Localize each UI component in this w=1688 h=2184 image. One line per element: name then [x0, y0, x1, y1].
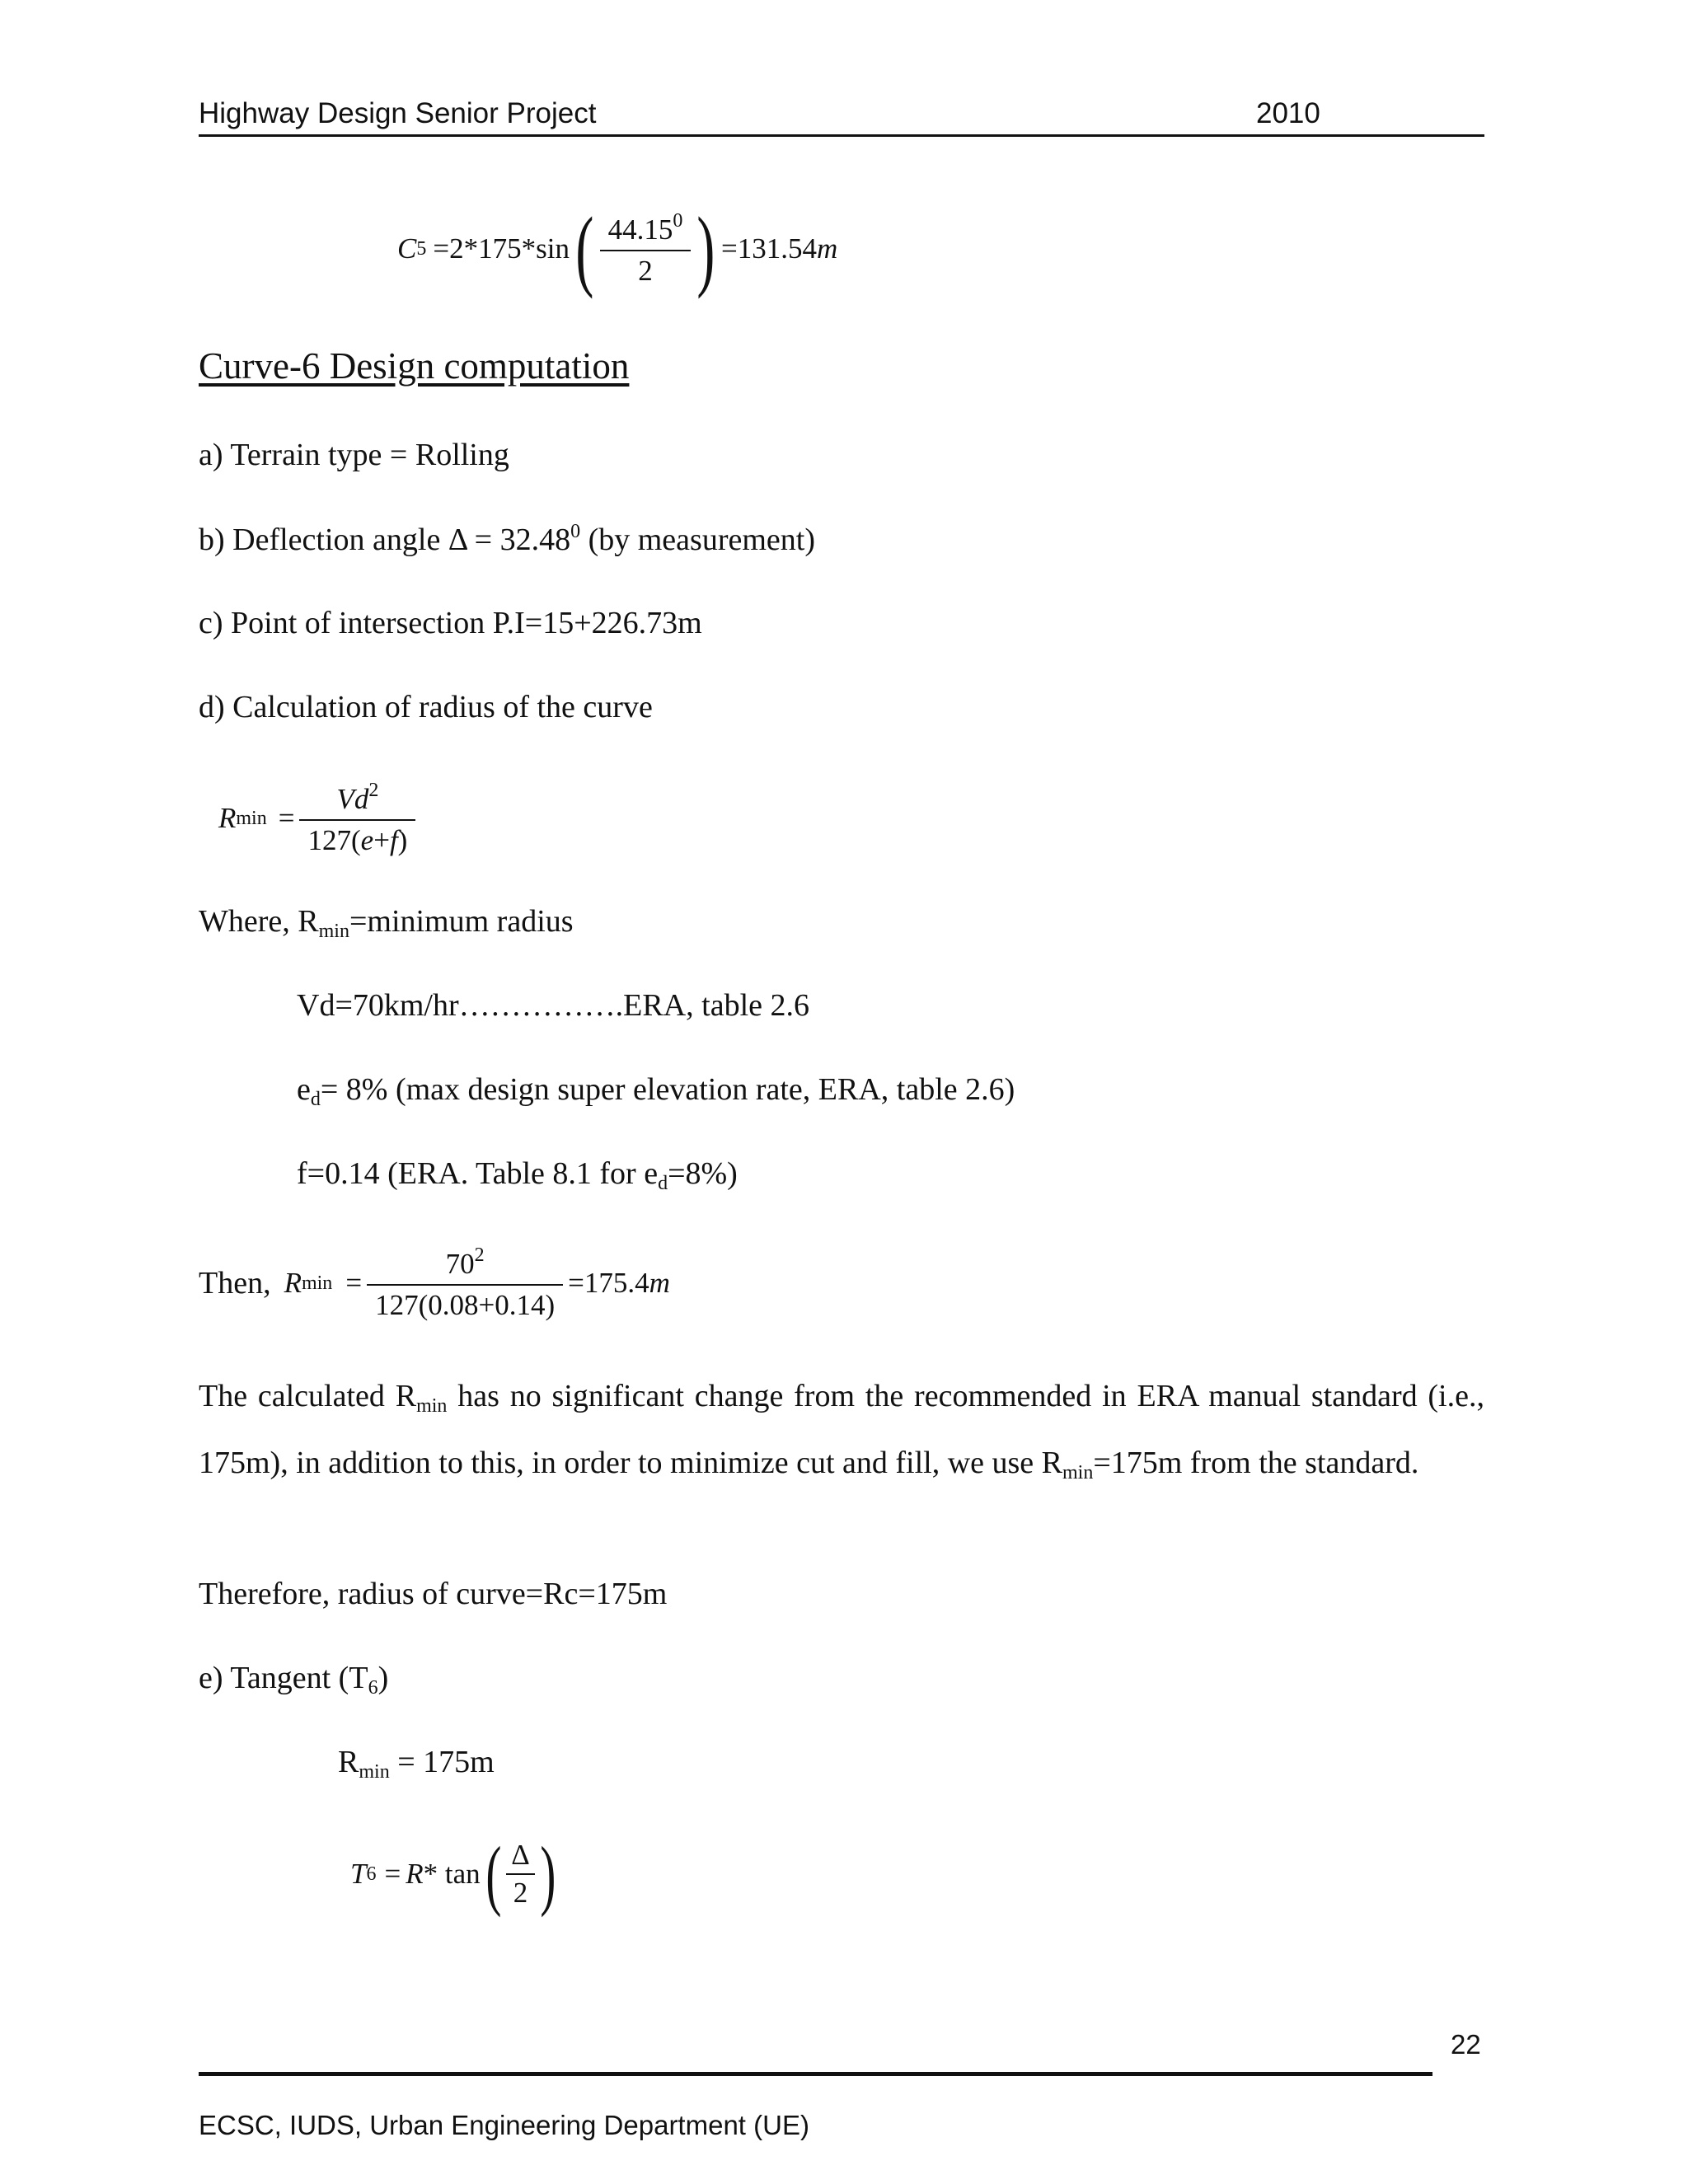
eq-t6-den: 2 — [513, 1877, 528, 1909]
tangent-post: ) — [377, 1661, 389, 1695]
equation-c5 — [397, 191, 837, 307]
paragraph-rmin — [199, 1368, 1484, 1502]
therefore-line: Therefore, radius of curve=Rc=175m — [199, 1577, 668, 1611]
item-a: a) Terrain type = Rolling — [199, 438, 509, 472]
tangent-line — [199, 1660, 388, 1699]
eq-rmin-fraction — [299, 780, 415, 857]
equation-t6 — [350, 1825, 560, 1924]
eq-rmin-lhs-sub: min — [236, 807, 267, 829]
eq-rmin-den-pre: 127( — [307, 824, 361, 856]
param-ed-post: = 8% (max design super elevation rate, ERA, table 2.6) — [320, 1072, 1015, 1107]
eq-then-eq: = — [345, 1267, 363, 1299]
param-vd: Vd=70km/hr…………….ERA, table 2.6 — [297, 988, 809, 1023]
eq-c5-num-sup: 0 — [673, 210, 683, 232]
item-b-text: b) Deflection angle Δ = 32.48 — [199, 523, 571, 557]
left-paren: ( — [575, 199, 594, 299]
eq-t6-r: R — [406, 1858, 424, 1890]
eq-c5-mid: =2*175*sin — [433, 232, 570, 265]
eq-then-lhs-sub: min — [301, 1272, 333, 1294]
param-ed — [297, 1071, 1015, 1111]
eq-c5-den: 2 — [638, 255, 653, 287]
paragraph-part-2: has no significant change from the recommended in ERA manual standard (i.e., 175m), in addition to this, in order to minimize cut and fill, we use R — [199, 1379, 1484, 1480]
eq-c5-fraction — [600, 210, 692, 288]
rmin-value-pre: R — [338, 1745, 359, 1779]
paragraph-part-3: =175m from the standard. — [1093, 1446, 1419, 1480]
equation-rmin — [218, 773, 415, 864]
paragraph-part-1: The calculated R — [199, 1379, 417, 1413]
where-line — [199, 903, 574, 943]
eq-c5-lhs: C — [397, 232, 417, 265]
param-f-pre: f=0.14 (ERA. Table 8.1 for e — [297, 1156, 659, 1191]
header-title: Highway Design Senior Project — [199, 97, 597, 129]
eq-then-label: Then, — [199, 1266, 271, 1301]
right-paren: ) — [540, 1830, 556, 1918]
eq-rmin-lhs: R — [218, 802, 237, 834]
eq-rmin-den-plus: + — [373, 824, 390, 856]
param-f-sub: d — [658, 1173, 668, 1194]
where-post: =minimum radius — [349, 904, 574, 939]
item-b — [199, 521, 815, 558]
eq-t6-fraction — [506, 1839, 535, 1910]
tangent-sub: 6 — [368, 1677, 378, 1699]
header-rule — [199, 134, 1484, 137]
eq-t6-lhs: T — [350, 1858, 367, 1890]
paragraph-sub-2: min — [1062, 1462, 1094, 1483]
eq-t6-lhs-sub: 6 — [366, 1863, 377, 1885]
page-number: 22 — [1451, 2029, 1481, 2060]
eq-rmin-den-f: f — [389, 824, 398, 856]
eq-c5-lhs-sub: 5 — [416, 237, 427, 260]
item-d: d) Calculation of radius of the curve — [199, 690, 653, 724]
eq-t6-eq: = — [384, 1858, 401, 1890]
eq-then-num: 70 — [445, 1248, 475, 1280]
rmin-value-sub: min — [359, 1761, 390, 1783]
param-ed-pre: e — [297, 1072, 311, 1107]
eq-then-rhs: =175.4 — [568, 1267, 649, 1299]
left-paren: ( — [485, 1830, 501, 1918]
eq-rmin-den-post: ) — [397, 824, 408, 856]
rmin-value-line — [338, 1744, 495, 1783]
eq-then-num-sup: 2 — [474, 1244, 485, 1266]
where-sub: min — [318, 921, 349, 942]
eq-c5-rhs: =131.54 — [720, 232, 817, 265]
eq-t6-num: Δ — [506, 1839, 535, 1875]
footer-text: ECSC, IUDS, Urban Engineering Department (UE) — [199, 2110, 809, 2140]
eq-then-fraction — [367, 1244, 563, 1322]
eq-t6-mid: * tan — [423, 1858, 481, 1890]
header-year: 2010 — [1256, 97, 1320, 129]
eq-then-den: 127(0.08+0.14) — [375, 1289, 556, 1321]
eq-c5-num: 44.15 — [607, 213, 673, 246]
item-b-post: (by measurement) — [580, 523, 815, 557]
param-f-post: =8%) — [668, 1156, 738, 1191]
section-heading: Curve-6 Design computation — [199, 345, 630, 387]
eq-rmin-num-sup: 2 — [368, 780, 379, 801]
item-c: c) Point of intersection P.I=15+226.73m — [199, 606, 702, 640]
eq-then-rhs-unit: m — [649, 1267, 670, 1299]
eq-rmin-eq: = — [278, 802, 295, 834]
tangent-pre: e) Tangent (T — [199, 1661, 368, 1695]
eq-rmin-den-e: e — [360, 824, 374, 856]
equation-then — [199, 1238, 670, 1329]
paragraph-sub-1: min — [416, 1395, 448, 1417]
footer-rule — [199, 2072, 1432, 2076]
item-b-sup: 0 — [570, 521, 581, 542]
param-f — [297, 1155, 738, 1195]
rmin-value-post: = 175m — [389, 1745, 495, 1779]
eq-c5-rhs-unit: m — [816, 232, 838, 265]
where-pre: Where, R — [199, 904, 319, 939]
eq-rmin-num: Vd — [336, 783, 369, 815]
eq-then-lhs: R — [284, 1267, 302, 1299]
param-ed-sub: d — [310, 1089, 321, 1110]
right-paren: ) — [696, 199, 715, 299]
